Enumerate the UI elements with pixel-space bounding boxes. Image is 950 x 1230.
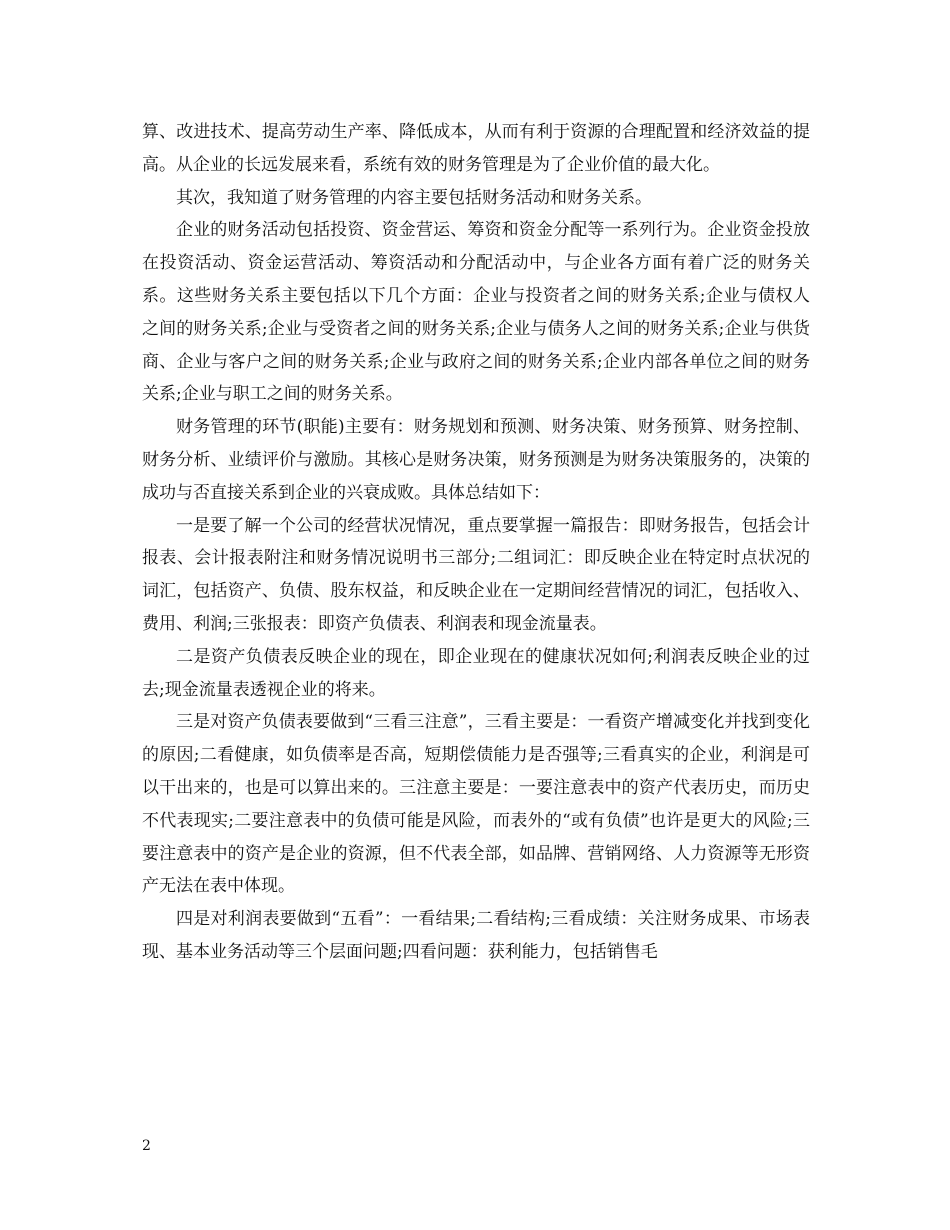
- paragraph-1: 算、改进技术、提高劳动生产率、降低成本，从而有利于资源的合理配置和经济效益的提高。从企业的长远发展来看，系统有效的财务管理是为了企业价值的最大化。: [142, 122, 810, 175]
- page-number: 2: [142, 1138, 151, 1154]
- paragraph-5: 一是要了解一个公司的经营状况情况，重点要掌握一篇报告：即财务报告，包括会计报表、会计报表附注和财务情况说明书三部分;二组词汇：即反映企业在特定时点状况的词汇，包括资产、负债、股东权益，和反映企业在一定期间经营情况的词汇，包括收入、费用、利润;三张报表：即资产负债表、利润表和现金流量表。: [142, 515, 810, 634]
- paragraph-8: 四是对利润表要做到“五看”：一看结果;二看结构;三看成绩：关注财务成果、市场表现、基本业务活动等三个层面问题;四看问题：获利能力，包括销售毛: [142, 909, 810, 962]
- paragraph-6: 二是资产负债表反映企业的现在，即企业现在的健康状况如何;利润表反映企业的过去;现金流量表透视企业的将来。: [142, 646, 810, 700]
- paragraph-2: 其次，我知道了财务管理的内容主要包括财务活动和财务关系。: [176, 187, 652, 208]
- paragraph-4: 财务管理的环节(职能)主要有：财务规划和预测、财务决策、财务预算、财务控制、财务分析、业绩评价与激励。其核心是财务决策，财务预测是为财务决策服务的，决策的成功与否直接关系到企业的兴衰成败。具体总结如下：: [142, 417, 810, 503]
- document-body: [142, 116, 810, 969]
- paragraph-3: 企业的财务活动包括投资、资金营运、筹资和资金分配等一系列行为。企业资金投放在投资活动、资金运营活动、筹资活动和分配活动中，与企业各方面有着广泛的财务关系。这些财务关系主要包括以下几个方面：企业与投资者之间的财务关系;企业与债权人之间的财务关系;企业与受资者之间的财务关系;企业与债务人之间的财务关系;企业与供货商、企业与客户之间的财务关系;企业与政府之间的财务关系;企业内部各单位之间的财务关系;企业与职工之间的财务关系。: [142, 220, 810, 405]
- paragraph-7: 三是对资产负债表要做到“三看三注意”，三看主要是：一看资产增减变化并找到变化的原因;二看健康，如负债率是否高，短期偿债能力是否强等;三看真实的企业，利润是可以干出来的，也是可以算出来的。三注意主要是：一要注意表中的资产代表历史，而历史不代表现实;二要注意表中的负债可能是风险，而表外的“或有负债”也许是更大的风险;三要注意表中的资产是企业的资源，但不代表全部，如品牌、营销网络、人力资源等无形资产无法在表中体现。: [142, 712, 810, 897]
